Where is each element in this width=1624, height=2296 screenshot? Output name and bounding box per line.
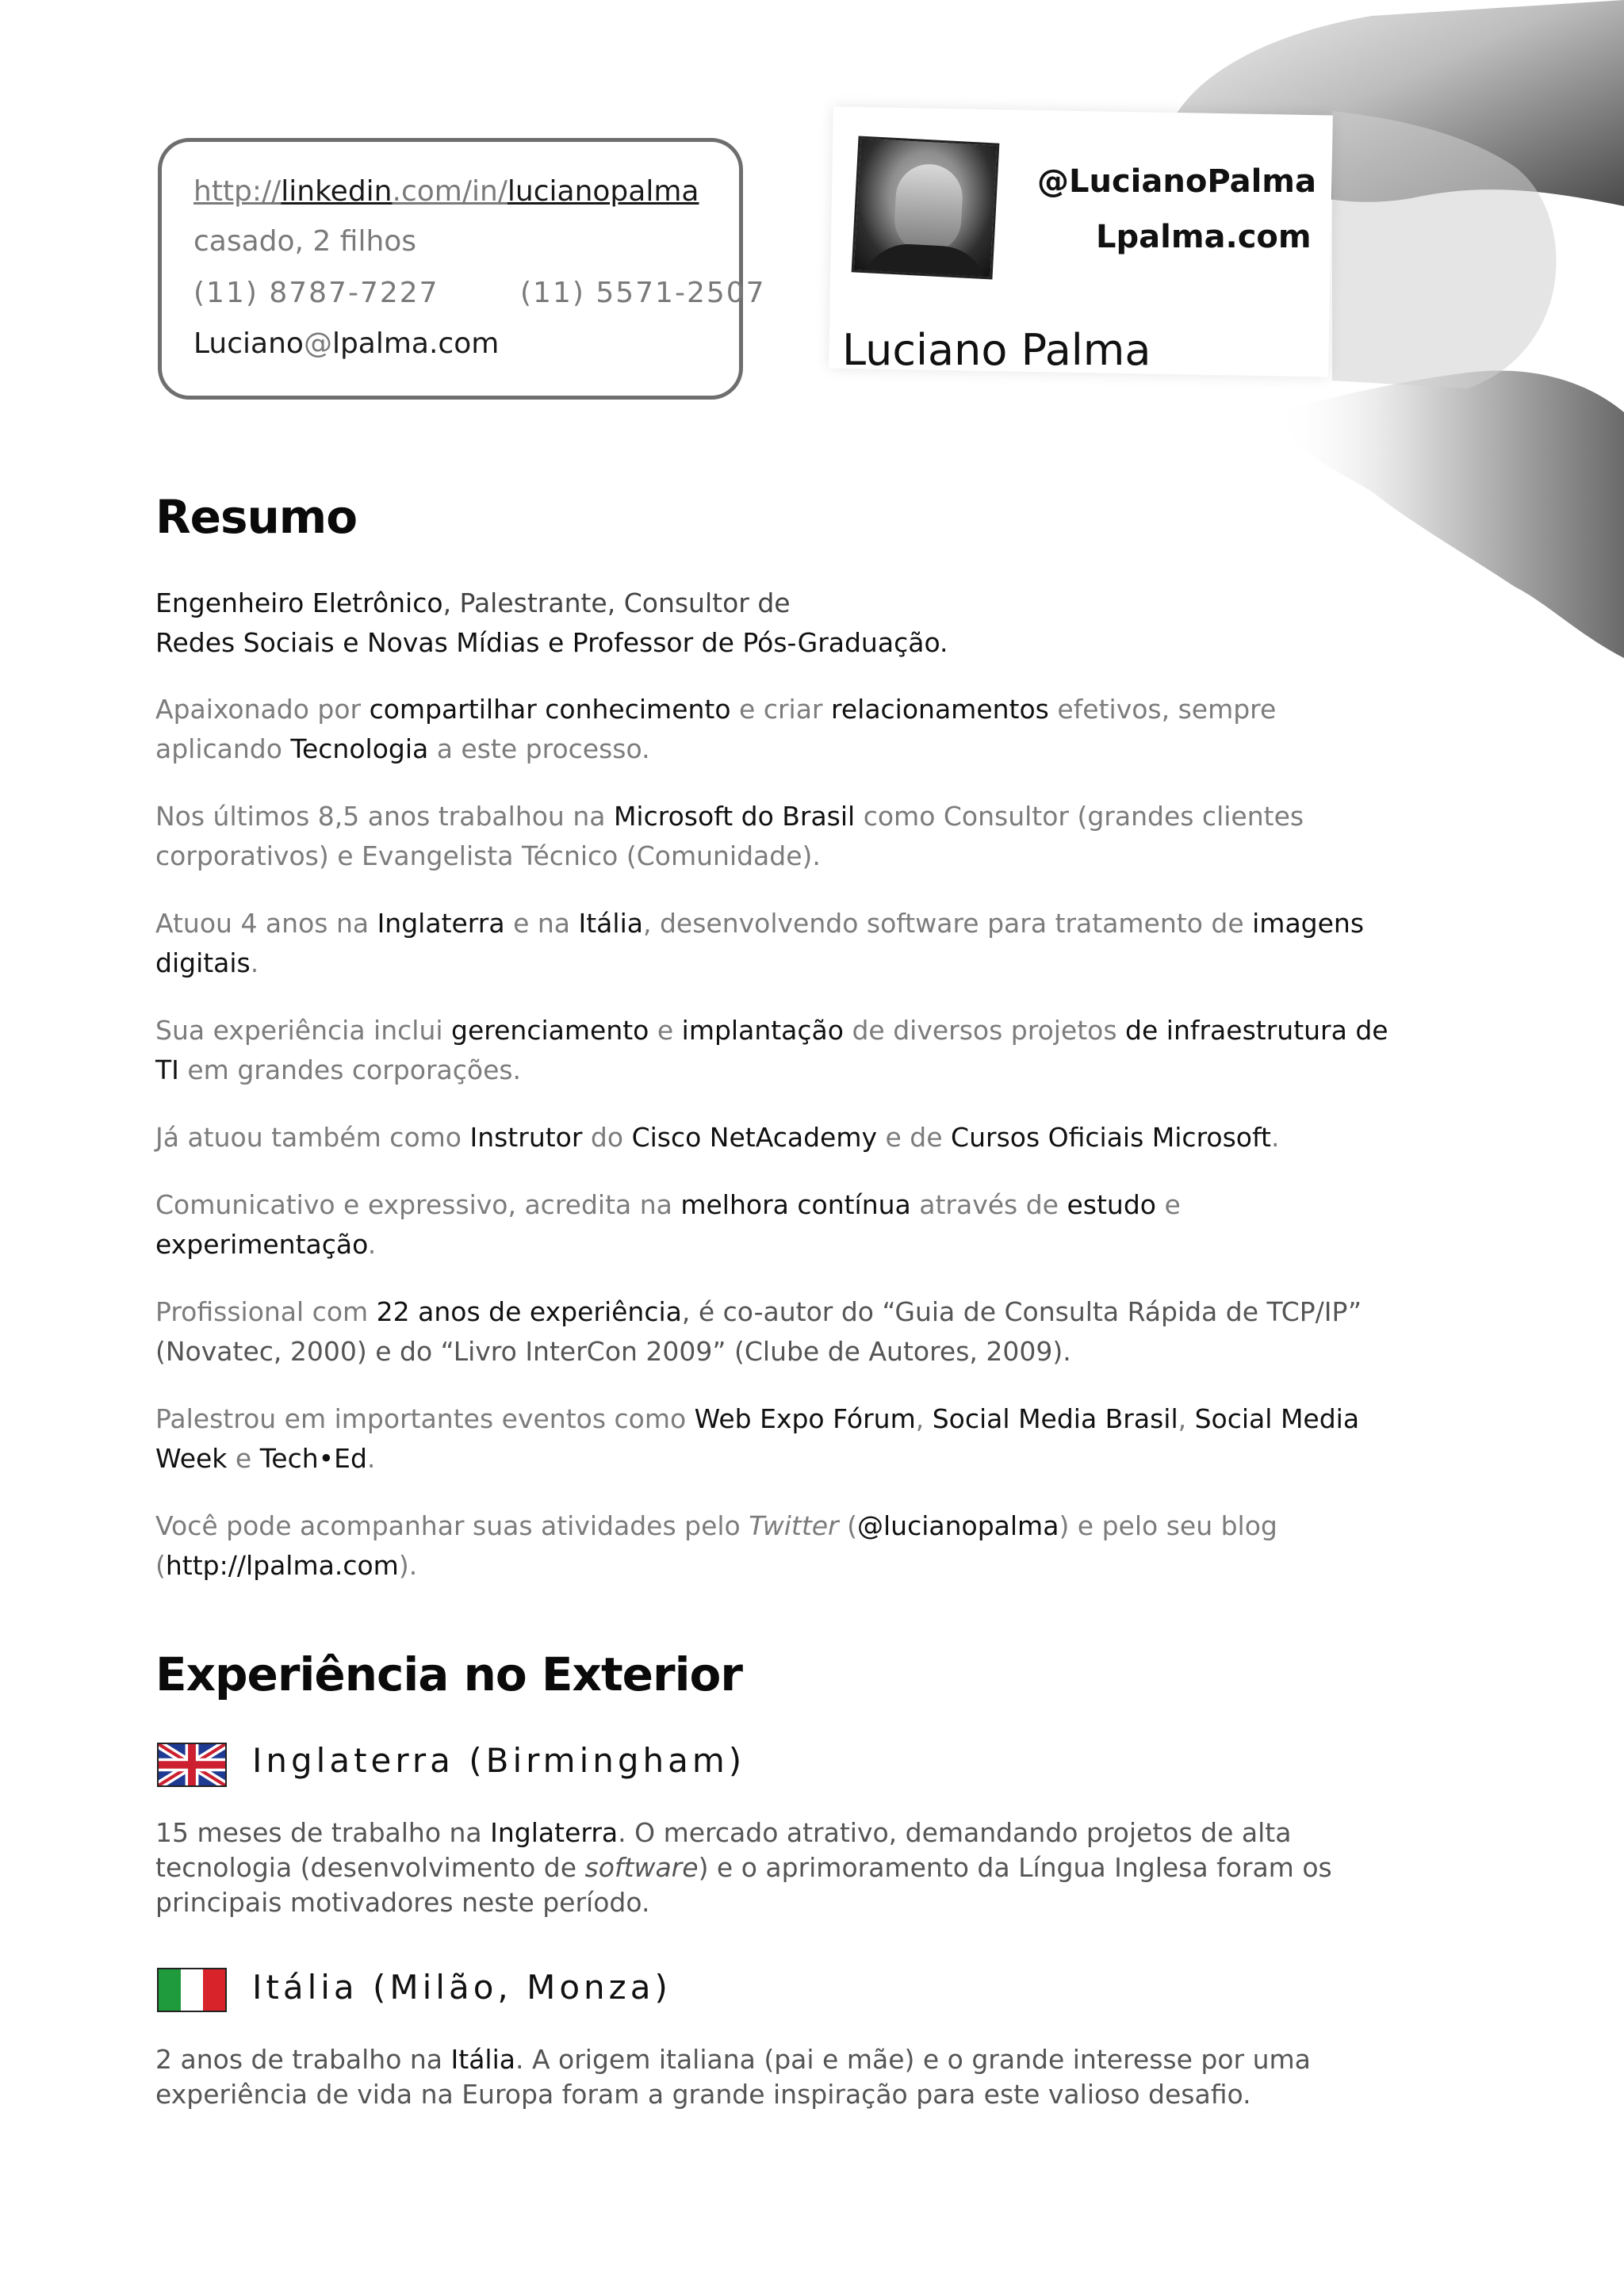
card-website: Lpalma.com xyxy=(1096,219,1312,255)
linkedin-link[interactable]: http://linkedin.com/in/lucianopalma xyxy=(193,175,699,208)
summary-paragraph-5: Já atuou também como Instrutor do Cisco NetAcademy e de Cursos Oficiais Microsoft. xyxy=(155,1122,1280,1153)
uk-flag-icon xyxy=(157,1743,227,1787)
summary-paragraph-9: Você pode acompanhar suas atividades pelo Twitter (@lucianopalma) e pelo seu blog (http://lpalma.com). xyxy=(155,1510,1277,1581)
phone-landline: (11) 5571-2507 xyxy=(520,277,766,309)
resumo-heading: Resumo xyxy=(155,490,358,544)
summary-paragraph-7: Profissional com 22 anos de experiência, é co-autor do “Guia de Consulta Rápida de TCP/IP” (Novatec, 2000) e do “Livro InterCon 2009” (Clube de Autores, 2009). xyxy=(155,1296,1362,1367)
summary-paragraph-6: Comunicativo e expressivo, acredita na melhora contínua através de estudo e experimentação. xyxy=(155,1189,1181,1260)
exterior-heading: Experiência no Exterior xyxy=(155,1647,742,1701)
england-title: Inglaterra (Birmingham) xyxy=(252,1741,746,1780)
summary-paragraph-3: Atuou 4 anos na Inglaterra e na Itália, desenvolvendo software para tratamento de imagens digitais. xyxy=(155,908,1365,978)
italy-flag-icon xyxy=(157,1968,227,2012)
italy-title: Itália (Milão, Monza) xyxy=(252,1968,672,2007)
email-link[interactable]: Luciano@lpalma.com xyxy=(193,327,500,360)
summary-paragraph-4: Sua experiência inclui gerenciamento e implantação de diversos projetos de infraestrutura de TI em grandes corporações. xyxy=(155,1015,1388,1085)
contact-box xyxy=(158,138,766,400)
summary-paragraph-8: Palestrou em importantes eventos como Web Expo Fórum, Social Media Brasil, Social Media Week e Tech•Ed. xyxy=(155,1403,1360,1474)
blog-link[interactable]: http://lpalma.com xyxy=(165,1550,399,1581)
profile-photo xyxy=(852,136,1000,279)
england-paragraph: 15 meses de trabalho na Inglaterra. O mercado atrativo, demandando projetos de alta tecnologia (desenvolvimento de software) e o aprimoramento da Língua Inglesa foram os principais motivadores neste período. xyxy=(155,1817,1332,1918)
summary-paragraph-2: Nos últimos 8,5 anos trabalhou na Microsoft do Brasil como Consultor (grandes clientes corporativos) e Evangelista Técnico (Comunidade). xyxy=(155,801,1304,871)
twitter-handle: @LucianoPalma xyxy=(1037,163,1316,200)
italy-paragraph: 2 anos de trabalho na Itália. A origem italiana (pai e mãe) e o grande interesse por uma experiência de vida na Europa foram a grande inspiração para este valioso desafio. xyxy=(155,2044,1311,2110)
card-name: Luciano Palma xyxy=(842,325,1151,375)
intro-paragraph: Engenheiro Eletrônico, Palestrante, Consultor de Redes Sociais e Novas Mídias e Professor de Pós-Graduação. xyxy=(155,587,948,658)
twitter-link[interactable]: @lucianopalma xyxy=(857,1510,1059,1541)
marital-status: casado, 2 filhos xyxy=(193,225,417,258)
phone-mobile: (11) 8787-7227 xyxy=(193,277,439,309)
phones xyxy=(193,277,766,309)
summary-paragraph-1: Apaixonado por compartilhar conhecimento e criar relacionamentos efetivos, sempre aplicando Tecnologia a este processo. xyxy=(155,694,1277,764)
